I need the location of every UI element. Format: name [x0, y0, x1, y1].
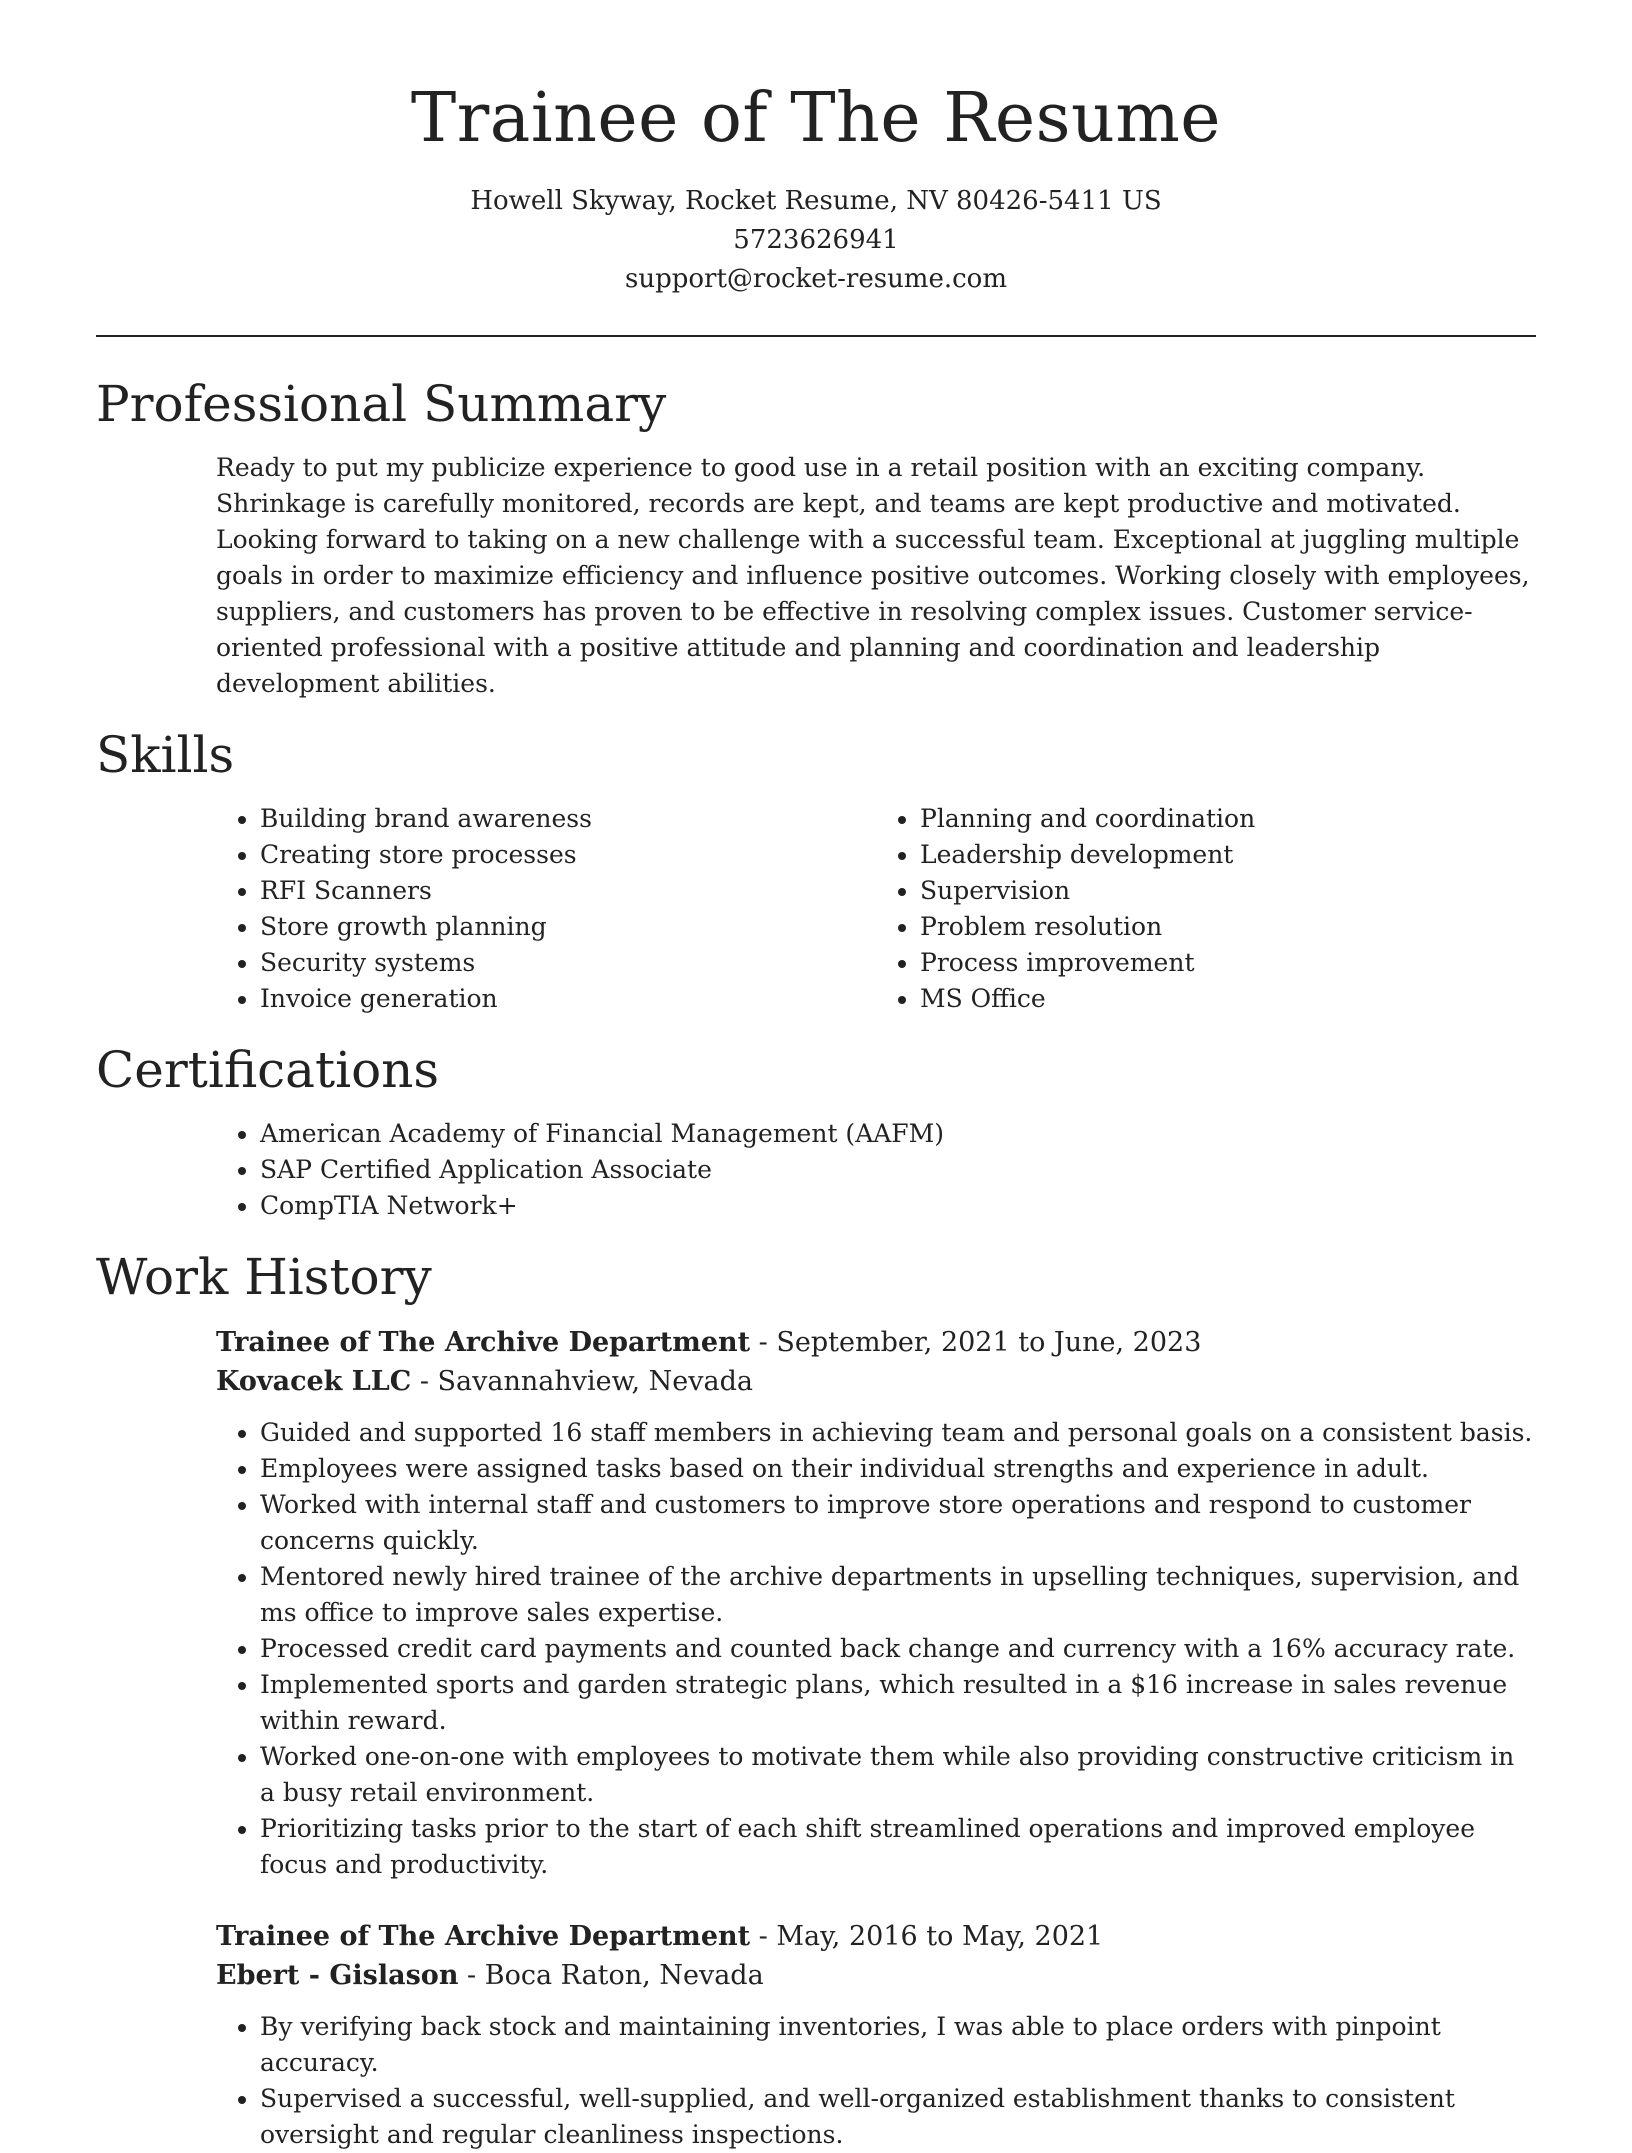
skill-item: • Supervision: [920, 873, 1536, 909]
certifications-heading: Certifications: [96, 1041, 440, 1100]
job-title-line: [216, 1917, 1536, 1956]
company-location: - Savannahview, Nevada: [411, 1366, 754, 1398]
job-company-line: [216, 1956, 1536, 1995]
job-entry: [216, 1323, 1536, 1883]
skill-item: • Planning and coordination: [920, 801, 1536, 837]
company-name: Kovacek LLC: [216, 1366, 412, 1398]
job-entry: [216, 1917, 1536, 2153]
company-location: - Boca Raton, Nevada: [458, 1960, 764, 1992]
job-duty: • Worked with internal staff and customers to improve store operations and respond to customer concerns quickly.: [260, 1487, 1536, 1559]
resume-header: [96, 0, 1536, 299]
summary-text: Ready to put my publicize experience to good use in a retail position with an exciting company. Shrinkage is carefully monitored, records are kept, and teams are kept productive and motivated. Looking forward to taking on a new challenge with a successful team. Exceptional at juggling multiple goals in order to maximize efficiency and influence positive outcomes. Working closely with employees, suppliers, and customers has proven to be effective in resolving complex issues. Customer service-oriented professional with a positive attitude and planning and coordination and leadership development abilities.: [216, 453, 1530, 699]
job-duty: • Worked one-on-one with employees to motivate them while also providing constructive criticism in a busy retail environment.: [260, 1739, 1536, 1811]
certifications-list: [216, 1116, 1536, 1224]
phone-number: 5723626941: [733, 225, 899, 256]
skill-item: • Leadership development: [920, 837, 1536, 873]
job-dates: - September, 2021 to June, 2023: [750, 1327, 1202, 1359]
skill-item: • MS Office: [920, 981, 1536, 1017]
summary-heading: Professional Summary: [96, 375, 667, 434]
skills-grid: [216, 801, 1536, 1017]
skill-item: • Process improvement: [920, 945, 1536, 981]
skill-item: • Creating store processes: [260, 837, 876, 873]
job-duty: • Supervised a successful, well-supplied, and well-organized establishment thanks to consistent oversight and regular cleanliness inspections.: [260, 2081, 1536, 2153]
job-duty: • Mentored newly hired trainee of the archive departments in upselling techniques, supervision, and ms office to improve sales expertise.: [260, 1559, 1536, 1631]
job-duty: • Employees were assigned tasks based on their individual strengths and experience in adult.: [260, 1451, 1536, 1487]
job-title-line: [216, 1323, 1536, 1362]
skill-item: • Problem resolution: [920, 909, 1536, 945]
skills-heading: Skills: [96, 726, 235, 785]
skill-item: • Security systems: [260, 945, 876, 981]
email-address: support@rocket-resume.com: [624, 264, 1007, 295]
certification-item: • American Academy of Financial Management (AAFM): [260, 1116, 1536, 1152]
job-title: Trainee of The Archive Department: [216, 1327, 751, 1359]
skills-list-right: [876, 801, 1536, 1017]
company-name: Ebert - Gislason: [216, 1960, 459, 1992]
skill-item: • RFI Scanners: [260, 873, 876, 909]
skills-list-left: [216, 801, 876, 1017]
header-divider: [96, 335, 1536, 337]
skills-section: [216, 801, 1536, 1017]
address: Howell Skyway, Rocket Resume, NV 80426-5411 US: [470, 186, 1162, 217]
job-title: Trainee of The Archive Department: [216, 1921, 751, 1953]
skill-item: • Store growth planning: [260, 909, 876, 945]
skill-item: • Building brand awareness: [260, 801, 876, 837]
certification-item: • CompTIA Network+: [260, 1188, 1536, 1224]
job-duties-list: [216, 2009, 1536, 2153]
job-duty: • Guided and supported 16 staff members in achieving team and personal goals on a consistent basis.: [260, 1415, 1536, 1451]
certifications-section: [216, 1116, 1536, 1224]
job-duty: • Prioritizing tasks prior to the start of each shift streamlined operations and improved employee focus and productivity.: [260, 1811, 1536, 1883]
work-history-heading: Work History: [96, 1248, 432, 1307]
job-duty: • Processed credit card payments and counted back change and currency with a 16% accuracy rate.: [260, 1631, 1536, 1667]
job-duties-list: [216, 1415, 1536, 1883]
job-duty: • By verifying back stock and maintaining inventories, I was able to place orders with pinpoint accuracy.: [260, 2009, 1536, 2081]
work-history-section: [216, 1323, 1536, 2153]
job-duty: • Implemented sports and garden strategic plans, which resulted in a $16 increase in sales revenue within reward.: [260, 1667, 1536, 1739]
summary-section: [216, 450, 1536, 702]
job-dates: - May, 2016 to May, 2021: [750, 1921, 1104, 1953]
candidate-name: Trainee of The Resume: [410, 79, 1222, 158]
certification-item: • SAP Certified Application Associate: [260, 1152, 1536, 1188]
skill-item: • Invoice generation: [260, 981, 876, 1017]
job-company-line: [216, 1362, 1536, 1401]
